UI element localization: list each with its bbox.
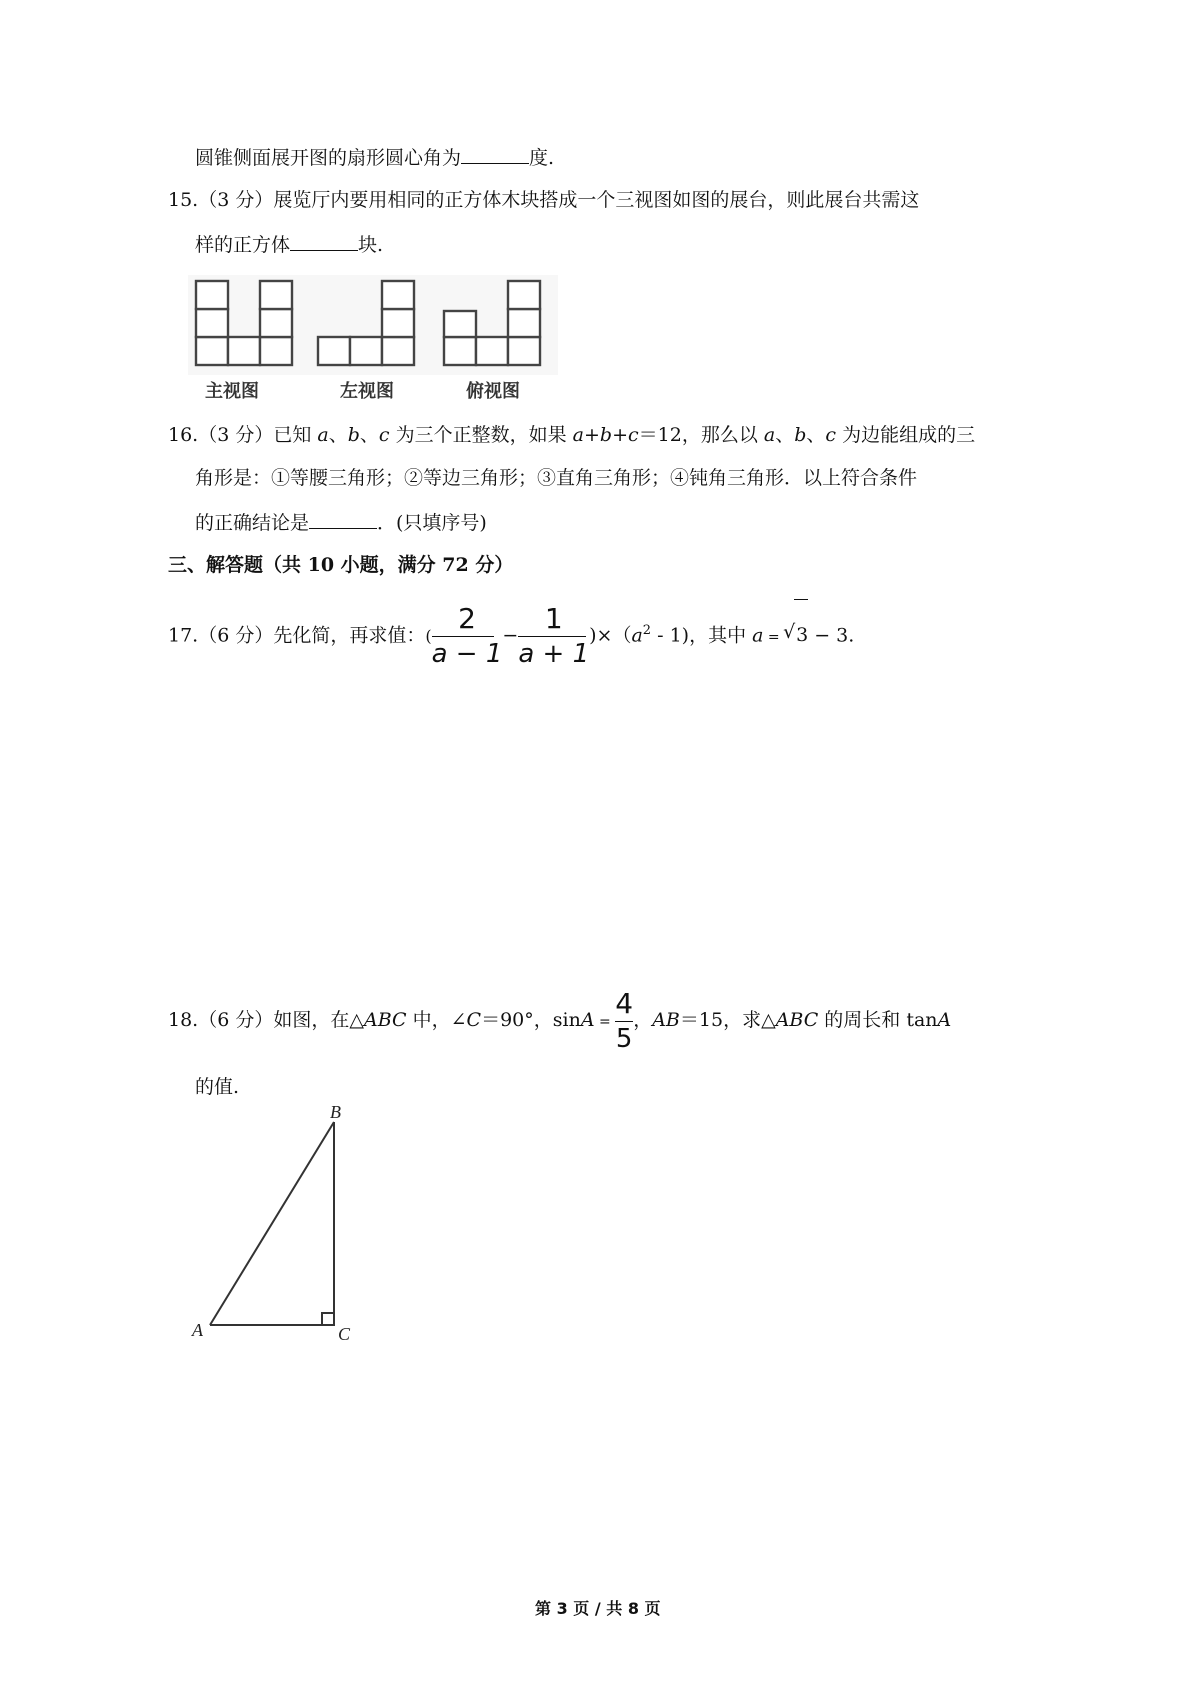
q18-text: 中，∠: [406, 1009, 467, 1031]
q17-line: [168, 596, 855, 669]
q16-line2: 角形是：①等腰三角形；②等边三角形；③直角三角形；④钝角三角形．以上符合条件: [195, 467, 918, 489]
q18-text: ＝15，求△: [679, 1009, 776, 1031]
q17-frac2: [518, 602, 589, 671]
side-ab: AB: [652, 1009, 680, 1031]
var-b: b: [794, 424, 807, 446]
q16-sep: 、: [775, 424, 795, 446]
frac2-num: 1: [544, 601, 563, 635]
q15-text-before: 样的正方体: [195, 234, 291, 256]
frac-den: 5: [615, 1023, 633, 1054]
open-paren: (: [425, 626, 432, 646]
q14-tail: [195, 145, 554, 170]
q17-text: 17.（6 分）先化简，再求值：: [168, 624, 426, 647]
q18-frac: [615, 987, 633, 1056]
front-view-label: 主视图: [205, 381, 259, 402]
q18-text: ＝90°，sin: [481, 1009, 581, 1031]
top-view-label: 俯视图: [466, 381, 520, 402]
var-a: a: [317, 424, 329, 446]
q18-eq: =: [594, 1014, 616, 1030]
var-b: b: [347, 424, 360, 446]
q17-text: − 3.: [808, 624, 855, 647]
q15-text-after: 块.: [358, 234, 384, 256]
three-views-figure: [188, 275, 558, 375]
left-view-label: 左视图: [340, 381, 394, 402]
q16-sep: 、: [359, 424, 379, 446]
q16-text: ＝12，那么以: [638, 424, 764, 446]
var-c: c: [825, 424, 837, 446]
q16-line3: [195, 510, 487, 535]
triangle-figure: [188, 1100, 368, 1350]
sqrt-value: 3: [796, 624, 809, 647]
right-angle-mark: [322, 1313, 334, 1325]
var-a: A: [580, 1009, 595, 1031]
q16-text: 的正确结论是: [195, 512, 310, 534]
side-ab-line: [210, 1122, 334, 1325]
sqrt-3: [794, 599, 808, 670]
frac-num: 4: [615, 986, 634, 1020]
q16-text: ．(只填序号): [377, 512, 487, 534]
q18-line1: [168, 985, 951, 1055]
q16-text: 为边能组成的三: [836, 424, 976, 446]
q14-text-after: 度.: [529, 147, 555, 169]
q14-text-before: 圆锥侧面展开图的扇形圆心角为: [195, 147, 462, 169]
q17-text: )×（: [589, 624, 632, 647]
section-title: 三、解答题（共 10 小题，满分 72 分）: [168, 554, 514, 576]
var-a: a: [763, 424, 776, 446]
var-a: a: [752, 624, 764, 647]
q15-line1: 15.（3 分）展览厅内要用相同的正方体木块搭成一个三视图如图的展台，则此展台共需这: [168, 189, 920, 211]
q16-text: 16.（3 分）已知: [168, 424, 318, 446]
var-c: c: [378, 424, 390, 446]
frac2-den: a + 1: [518, 638, 590, 669]
q17-text: - 1)，其中: [651, 624, 753, 647]
var-a: A: [937, 1009, 952, 1031]
q15-answer-blank[interactable]: [290, 232, 358, 251]
vertex-label-c: C: [338, 1324, 351, 1344]
page-footer: 第 3 页 / 共 8 页: [535, 1599, 661, 1618]
q14-answer-blank[interactable]: [461, 145, 529, 164]
q17-frac1: [432, 602, 503, 671]
var-a: a: [631, 624, 643, 647]
q18-text: 的周长和 tan: [818, 1009, 938, 1031]
q16-expr: a+b+c: [572, 424, 639, 446]
q16-sep: 、: [806, 424, 826, 446]
q18-line2: 的值.: [195, 1076, 240, 1098]
q17-minus: −: [502, 624, 519, 647]
q18-text: ，: [633, 1009, 653, 1031]
frac1-num: 2: [458, 601, 476, 635]
var-c: C: [466, 1009, 482, 1031]
q16-answer-blank[interactable]: [309, 510, 377, 529]
triangle-abc: ABC: [363, 1009, 407, 1031]
vertex-label-b: B: [330, 1102, 341, 1122]
q17-eq: =: [763, 629, 785, 646]
q18-text: 18.（6 分）如图，在△: [168, 1009, 364, 1031]
vertex-label-a: A: [192, 1320, 203, 1340]
q16-line1: [168, 423, 975, 447]
superscript: 2: [642, 623, 652, 638]
frac1-den: a − 1: [431, 638, 503, 669]
triangle-abc: ABC: [775, 1009, 819, 1031]
q15-line2: [195, 232, 383, 257]
q16-sep: 、: [328, 424, 348, 446]
q16-text: 为三个正整数，如果: [389, 424, 573, 446]
